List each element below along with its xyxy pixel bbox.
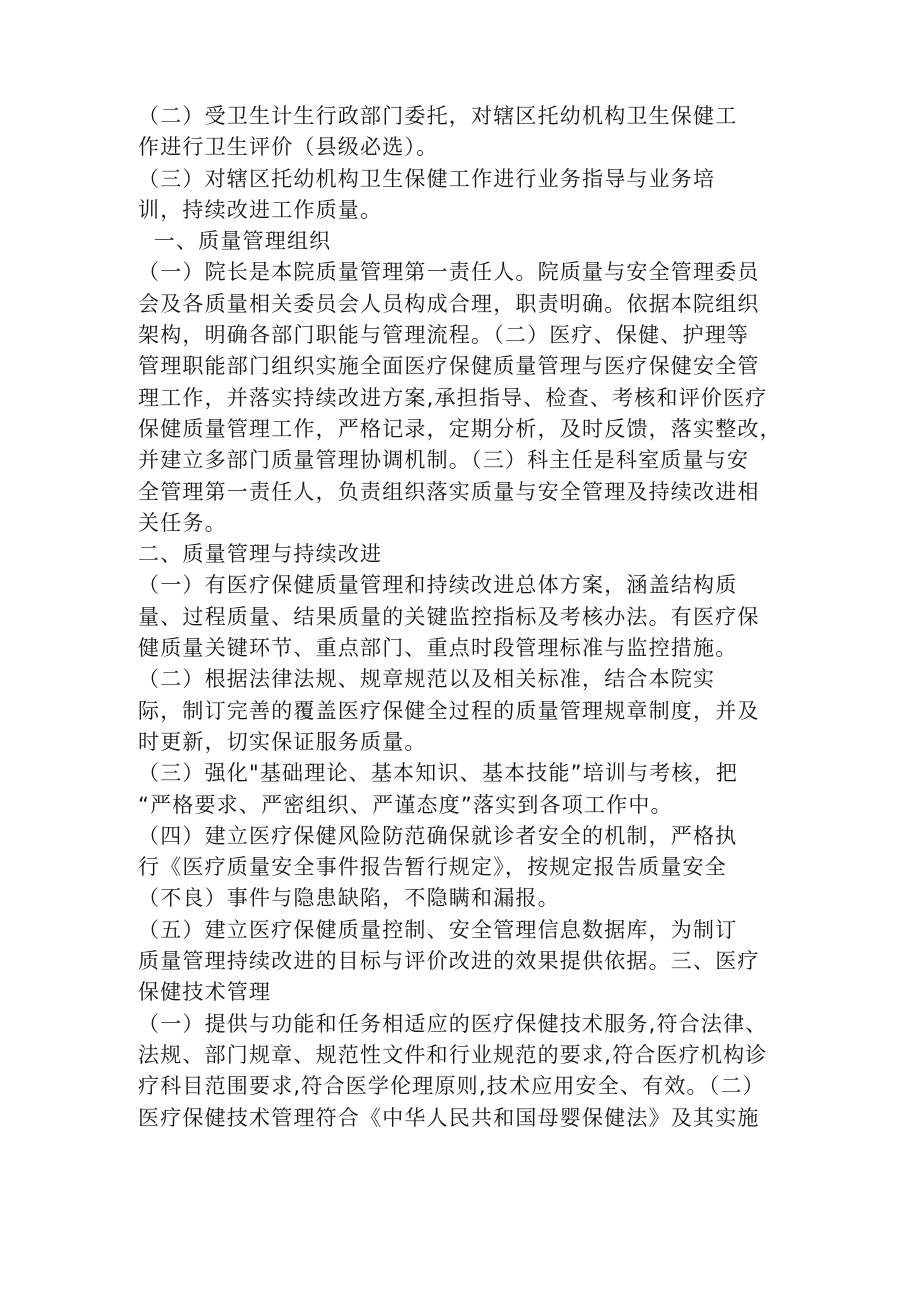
- text-line: 质量管理持续改进的目标与评价改进的效果提供依据。三、医疗: [138, 949, 760, 974]
- text-line: 训，持续改进工作质量。: [138, 197, 383, 222]
- text-line: 保健技术管理: [138, 980, 272, 1005]
- text-line: 际，制订完善的覆盖医疗保健全过程的质量管理规章制度，并及: [138, 698, 760, 723]
- text-line: 保健质量管理工作，严格记录，定期分析，及时反馈，落实整改，: [138, 416, 782, 441]
- text-line: （四）建立医疗保健风险防范确保就诊者安全的机制，严格执: [138, 823, 738, 848]
- text-line: （二）受卫生计生行政部门委托，对辖区托幼机构卫生保健工: [138, 104, 738, 128]
- text-line: 健质量关键环节、重点部门、重点时段管理标准与监控措施。: [138, 636, 738, 661]
- text-line: “严格要求、严密组织、严谨态度”落实到各项工作中。: [138, 792, 673, 817]
- text-line: （一）提供与功能和任务相适应的医疗保健技术服务,符合法律、: [138, 1011, 768, 1036]
- text-line: 架构，明确各部门职能与管理流程。（二）医疗、保健、护理等: [138, 323, 750, 348]
- text-line: 医疗保健技术管理符合《中华人民共和国母婴保健法》及其实施: [138, 1105, 760, 1130]
- document-body: [138, 101, 818, 1134]
- text-line: （二）根据法律法规、规章规范以及相关标准，结合本院实: [138, 667, 716, 692]
- text-line: 关任务。: [138, 510, 227, 535]
- text-line: 作进行卫生评价（县级必选）。: [138, 135, 439, 160]
- text-line: 量、过程质量、结果质量的关键监控指标及考核办法。有医疗保: [138, 604, 760, 629]
- text-line: 行《医疗质量安全事件报告暂行规定》，按规定报告质量安全: [138, 855, 727, 880]
- text-line: （五）建立医疗保健质量控制、安全管理信息数据库，为制订: [138, 917, 738, 942]
- section-heading: 一、质量管理组织: [138, 229, 332, 254]
- text-line: 全管理第一责任人，负责组织落实质量与安全管理及持续改进相: [138, 479, 760, 504]
- text-line: （一）有医疗保健质量管理和持续改进总体方案，涵盖结构质: [138, 573, 738, 598]
- text-line: 法规、部门规章、规范性文件和行业规范的要求,符合医疗机构诊: [138, 1042, 768, 1067]
- text-line: 理工作，并落实持续改进方案,承担指导、检查、考核和评价医疗: [138, 385, 768, 410]
- text-line: 时更新，切实保证服务质量。: [138, 729, 427, 754]
- section-heading: 二、质量管理与持续改进: [138, 542, 383, 567]
- text-line: 并建立多部门质量管理协调机制。（三）科主任是科室质量与安: [138, 448, 750, 473]
- text-line: （三）对辖区托幼机构卫生保健工作进行业务指导与业务培: [138, 166, 716, 191]
- text-line: 会及各质量相关委员会人员构成合理，职责明确。依据本院组织: [138, 291, 760, 316]
- text-line: （一）院长是本院质量管理第一责任人。院质量与安全管理委员: [138, 260, 760, 285]
- text-line: （不良）事件与隐患缺陷，不隐瞒和漏报。: [138, 886, 560, 911]
- text-line: 疗科目范围要求,符合医学伦理原则,技术应用安全、有效。（二）: [138, 1074, 765, 1099]
- text-line: （三）强化"基础理论、基本知识、基本技能”培训与考核，把: [138, 761, 739, 786]
- text-line: 管理职能部门组织实施全面医疗保健质量管理与医疗保健安全管: [138, 354, 760, 379]
